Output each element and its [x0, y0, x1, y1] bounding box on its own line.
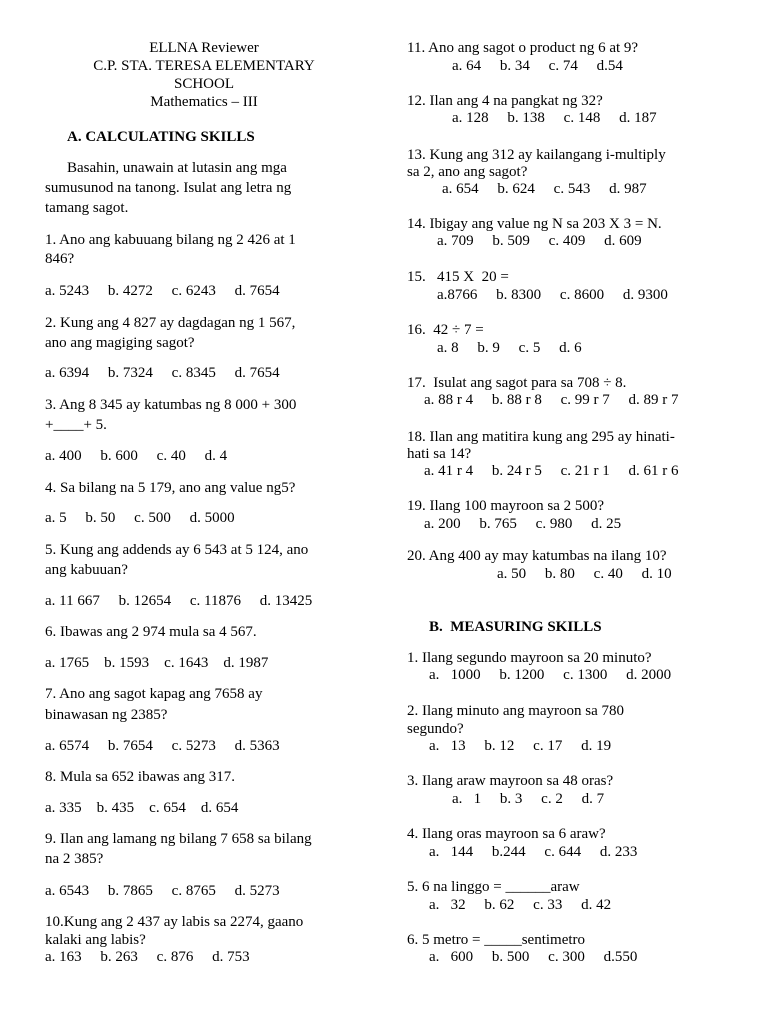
section-a-title: A. CALCULATING SKILLS [67, 129, 255, 145]
question-text: +____+ 5. [45, 417, 107, 433]
question-text: kalaki ang labis? [45, 932, 146, 948]
answer-choices: a.8766 b. 8300 c. 8600 d. 9300 [437, 287, 668, 303]
question-text: 18. Ilan ang matitira kung ang 295 ay hinati- [407, 429, 675, 445]
question-text: 2. Ilang minuto ang mayroon sa 780 [407, 703, 625, 719]
question-text: 10.Kung ang 2 437 ay labis sa 2274, gaano [45, 914, 304, 930]
section-b-title: B. MEASURING SKILLS [429, 619, 602, 635]
question-text: 7. Ano ang sagot kapag ang 7658 ay [45, 686, 263, 702]
instructions-line: tamang sagot. [45, 200, 129, 216]
answer-choices: a. 6543 b. 7865 c. 8765 d. 5273 [45, 883, 280, 899]
header-subject: Mathematics – III [150, 94, 258, 110]
question-text: 13. Kung ang 312 ay kailangang i-multiply [407, 147, 666, 163]
header-school: C.P. STA. TERESA ELEMENTARY [93, 58, 315, 74]
question-text: 2. Kung ang 4 827 ay dagdagan ng 1 567, [45, 315, 296, 331]
question-text: 20. Ang 400 ay may katumbas na ilang 10? [407, 548, 667, 564]
answer-choices: a. 13 b. 12 c. 17 d. 19 [429, 738, 612, 754]
question-text: 9. Ilan ang lamang ng bilang 7 658 sa bilang [45, 831, 312, 847]
answer-choices: a. 64 b. 34 c. 74 d.54 [452, 58, 623, 74]
answer-choices: a. 1000 b. 1200 c. 1300 d. 2000 [429, 667, 672, 683]
answer-choices: a. 32 b. 62 c. 33 d. 42 [429, 897, 612, 913]
question-text: 1. Ano ang kabuuang bilang ng 2 426 at 1 [45, 232, 296, 248]
question-text: 3. Ang 8 345 ay katumbas ng 8 000 + 300 [45, 397, 297, 413]
question-text: 1. Ilang segundo mayroon sa 20 minuto? [407, 650, 652, 666]
answer-choices: a. 1 b. 3 c. 2 d. 7 [452, 791, 605, 807]
question-text: 4. Sa bilang na 5 179, ano ang value ng5? [45, 480, 296, 496]
question-text: 5. Kung ang addends ay 6 543 at 5 124, ano [45, 542, 309, 558]
answer-choices: a. 11 667 b. 12654 c. 11876 d. 13425 [45, 593, 313, 609]
answer-choices: a. 128 b. 138 c. 148 d. 187 [452, 110, 657, 126]
header-school-cont: SCHOOL [173, 76, 234, 92]
instructions-line: Basahin, unawain at lutasin ang mga [67, 160, 287, 176]
question-text: binawasan ng 2385? [45, 707, 168, 723]
question-text: 11. Ano ang sagot o product ng 6 at 9? [407, 40, 639, 56]
question-text: 16. 42 ÷ 7 = [407, 322, 484, 338]
question-text: 3. Ilang araw mayroon sa 48 oras? [407, 773, 614, 789]
header-title: ELLNA Reviewer [149, 40, 259, 56]
question-text: 8. Mula sa 652 ibawas ang 317. [45, 769, 235, 785]
answer-choices: a. 5 b. 50 c. 500 d. 5000 [45, 510, 235, 526]
question-text: 19. Ilang 100 mayroon sa 2 500? [407, 498, 605, 514]
question-text: 4. Ilang oras mayroon sa 6 araw? [407, 826, 606, 842]
answer-choices: a. 709 b. 509 c. 409 d. 609 [437, 233, 642, 249]
answer-choices: a. 88 r 4 b. 88 r 8 c. 99 r 7 d. 89 r 7 [424, 392, 679, 408]
question-text: 12. Ilan ang 4 na pangkat ng 32? [407, 93, 603, 109]
question-text: sa 2, ano ang sagot? [407, 164, 528, 180]
answer-choices: a. 50 b. 80 c. 40 d. 10 [497, 566, 672, 582]
answer-choices: a. 8 b. 9 c. 5 d. 6 [437, 340, 582, 356]
answer-choices: a. 163 b. 263 c. 876 d. 753 [45, 949, 250, 965]
question-text: 846? [45, 251, 75, 267]
answer-choices: a. 41 r 4 b. 24 r 5 c. 21 r 1 d. 61 r 6 [424, 463, 679, 479]
question-text: segundo? [407, 721, 464, 737]
question-text: 6. 5 metro = _____sentimetro [407, 932, 586, 948]
answer-choices: a. 200 b. 765 c. 980 d. 25 [424, 516, 622, 532]
answer-choices: a. 335 b. 435 c. 654 d. 654 [45, 800, 239, 816]
question-text: 14. Ibigay ang value ng N sa 203 X 3 = N. [407, 216, 662, 232]
answer-choices: a. 400 b. 600 c. 40 d. 4 [45, 448, 228, 464]
instructions-line: sumusunod na tanong. Isulat ang letra ng [45, 180, 292, 196]
question-text: 6. Ibawas ang 2 974 mula sa 4 567. [45, 624, 257, 640]
question-text: ano ang magiging sagot? [45, 335, 195, 351]
answer-choices: a. 144 b.244 c. 644 d. 233 [429, 844, 638, 860]
answer-choices: a. 654 b. 624 c. 543 d. 987 [442, 181, 647, 197]
question-text: ang kabuuan? [45, 562, 128, 578]
question-text: 17. Isulat ang sagot para sa 708 ÷ 8. [407, 375, 627, 391]
question-text: 15. 415 X 20 = [407, 269, 509, 285]
question-text: 5. 6 na linggo = ______araw [407, 879, 580, 895]
answer-choices: a. 5243 b. 4272 c. 6243 d. 7654 [45, 283, 280, 299]
answer-choices: a. 6574 b. 7654 c. 5273 d. 5363 [45, 738, 280, 754]
question-text: na 2 385? [45, 851, 104, 867]
question-text: hati sa 14? [407, 446, 472, 462]
answer-choices: a. 6394 b. 7324 c. 8345 d. 7654 [45, 365, 280, 381]
answer-choices: a. 600 b. 500 c. 300 d.550 [429, 949, 638, 965]
answer-choices: a. 1765 b. 1593 c. 1643 d. 1987 [45, 655, 269, 671]
